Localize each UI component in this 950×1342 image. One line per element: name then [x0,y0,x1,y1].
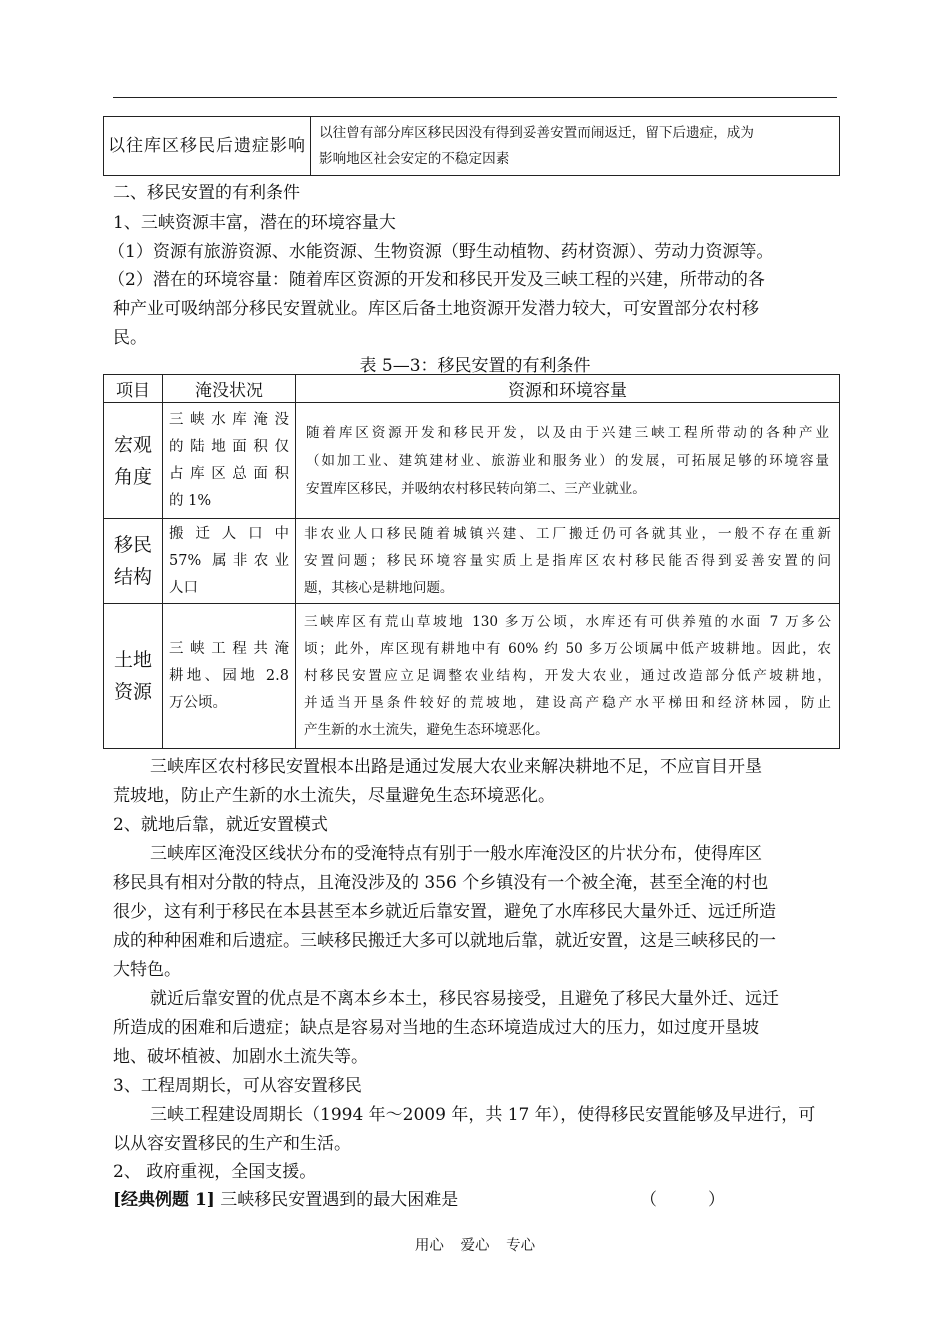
example-text: 三峡移民安置遇到的最大困难是 [220,1190,459,1210]
cell-line: 宏观 [113,433,152,456]
table-header-row [104,375,840,403]
column-header: 项目 [104,375,163,403]
paragraph-line: 移民具有相对分散的特点，且淹没涉及的 356 个乡镇没有一个被全淹，甚至全淹的村也 [113,873,769,893]
cell-line: 产生新的水土流失，避免生态环境恶化。 [304,721,549,738]
cell-line: 的陆地面积仅 [169,438,289,455]
cell-line: 角度 [113,465,152,488]
cell-line: 搬迁人口中 [169,525,289,542]
paragraph-2-line: 种产业可吸纳部分移民安置就业。库区后备土地资源开发潜力较大，可安置部分农村移 [113,299,759,319]
cell-line: 三峡库区有荒山草坡地 130 多万公顷，水库还有可供养殖的水面 7 万多公 [304,613,831,630]
column-header: 淹没状况 [163,375,296,403]
top-table-content [311,117,840,176]
cell-line: 万公顷。 [169,694,227,711]
cell-line: 并适当开垦条件较好的荒坡地，建设高产稳产水平梯田和经济林园，防止 [304,694,831,711]
cell-line: 安置库区移民，并吸纳农村移民转向第二、三产业就业。 [306,480,646,497]
row-flood-status [163,604,296,749]
paragraph-line: 三峡库区淹没区线状分布的受淹特点有别于一般水库淹没区的片状分布，使得库区 [150,844,762,864]
cell-line: 57% 属非农业 [169,552,289,569]
subheading-1: 1、三峡资源丰富，潜在的环境容量大 [113,213,396,233]
row-resources [296,403,840,519]
top-table [103,116,840,176]
paragraph-1: （1）资源有旅游资源、水能资源、生物资源（野生动植物、药材资源）、劳动力资源等。 [108,242,774,262]
paragraph-line: 以从容安置移民的生产和生活。 [113,1134,351,1154]
paragraph-line: 荒坡地，防止产生新的水土流失，尽量避免生态环境恶化。 [113,786,555,806]
top-table-label: 以往库区移民后遗症影响 [104,117,311,176]
paragraph-line: 大特色。 [113,960,181,980]
table-cell-line: 以往曾有部分库区移民因没有得到妥善安置而闹返迁，留下后遗症，成为 [319,125,754,141]
cell-line: 土地 [113,649,152,671]
table-caption: 表 5—3：移民安置的有利条件 [359,356,591,376]
paragraph-line: 就近后靠安置的优点是不离本乡本土，移民容易接受，且避免了移民大量外迁、远迁 [150,989,779,1009]
row-flood-status [163,403,296,519]
cell-line: （如加工业、建筑建材业、旅游业和服务业）的发展，可拓展足够的环境容量 [306,452,829,469]
subheading-2: 2、就地后靠，就近安置模式 [113,815,328,835]
cell-line: 结构 [113,566,152,588]
cell-line: 占库区总面积 [169,465,289,482]
cell-line: 非农业人口移民随着城镇兴建、工厂搬迁仍可各就其业，一般不存在重新 [304,525,831,542]
row-item [104,519,163,604]
example-label: [经典例题 1] [113,1190,215,1210]
table-cell-line: 影响地区社会安定的不稳定因素 [319,151,510,167]
paragraph-2-line: （2）潜在的环境容量：随着库区资源的开发和移民开发及三峡工程的兴建，所带动的各 [108,270,765,290]
paragraph-line: 三峡工程建设周期长（1994 年～2009 年，共 17 年），使得移民安置能够及早进行，可 [150,1105,816,1125]
page-footer: 用心 爱心 专心 [414,1238,536,1254]
table-row [104,519,840,604]
cell-line: 随着库区资源开发和移民开发，以及由于兴建三峡工程所带动的各种产业 [306,424,829,441]
cell-line: 村移民安置应立足调整农业结构，开发大农业，通过改造部分低产坡耕地， [304,667,831,684]
table-row [104,604,840,749]
row-resources [296,519,840,604]
cell-line: 人口 [169,579,198,596]
cell-line: 的 1% [169,492,212,509]
subheading-4: 2、 政府重视，全国支援。 [113,1162,317,1182]
cell-line: 资源 [113,681,152,703]
answer-blank[interactable]: （ ） [640,1190,725,1210]
cell-line: 三峡水库淹没 [169,411,289,428]
cell-line: 安置问题；移民环境容量实质上是指库区农村移民能否得到妥善安置的问 [304,552,831,569]
section-heading: 二、移民安置的有利条件 [113,183,300,203]
table-row [104,117,840,176]
paragraph-line: 成的种种困难和后遗症。三峡移民搬迁大多可以就地后靠，就近安置，这是三峡移民的一 [113,931,776,951]
paragraph-line: 所造成的困难和后遗症；缺点是容易对当地的生态环境造成过大的压力，如过度开垦坡 [113,1018,759,1038]
row-resources [296,604,840,749]
row-item [104,403,163,519]
cell-line: 题，其核心是耕地问题。 [304,579,454,596]
header-rule [113,97,837,98]
conditions-table [103,374,840,749]
table-row [104,403,840,519]
paragraph-line: 很少，这有利于移民在本县甚至本乡就近后靠安置，避免了水库移民大量外迁、远迁所造 [113,902,776,922]
cell-line: 顷；此外，库区现有耕地中有 60% 约 50 多万公顷属中低产坡耕地。因此，农 [304,640,831,657]
subheading-3: 3、工程周期长，可从容安置移民 [113,1076,362,1096]
cell-line: 移民 [113,534,152,556]
row-item [104,604,163,749]
cell-line: 耕地、园地 2.8 [169,667,289,684]
column-header: 资源和环境容量 [296,375,840,403]
row-flood-status [163,519,296,604]
example-question [113,1185,458,1210]
paragraph-2-line: 民。 [113,328,147,348]
cell-line: 三峡工程共淹 [169,640,289,657]
paragraph-line: 三峡库区农村移民安置根本出路是通过发展大农业来解决耕地不足，不应盲目开垦 [150,757,762,777]
paragraph-line: 地、破坏植被、加剧水土流失等。 [113,1047,368,1067]
